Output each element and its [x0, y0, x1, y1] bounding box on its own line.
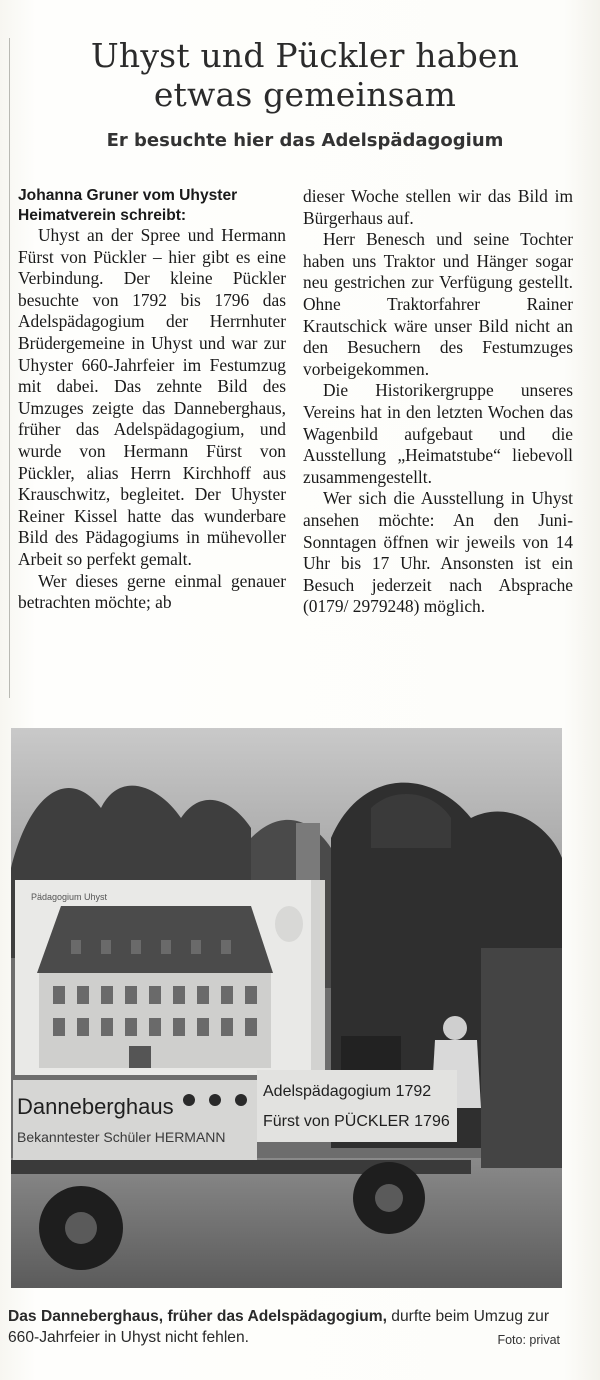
- photo-caption: [8, 1306, 564, 1348]
- sign-right-subtitle: Fürst von PÜCKLER 1796: [263, 1113, 450, 1130]
- subheadline: Er besuchte hier das Adelspädagogium: [106, 130, 504, 151]
- article-paragraph: Die Historikergruppe unseres Vereins hat in den letzten Wochen das Wagenbild aufgebaut und die Ausstellung „Heimatstube“ liebevoll zusammengestellt.: [303, 380, 573, 487]
- column-rule: [9, 38, 10, 698]
- photo-credit: Foto: privat: [497, 1333, 560, 1347]
- sign-right-title: Adelspädagogium 1792: [263, 1083, 432, 1100]
- article-paragraph: Wer dieses gerne einmal genauer betrachten möchte; ab: [18, 570, 286, 613]
- board-header: Pädagogium Uhyst: [31, 892, 108, 902]
- parade-float-photo: [11, 728, 562, 1288]
- article-column-left: [18, 186, 286, 614]
- article-paragraph: Uhyst an der Spree und Hermann Fürst von Pückler – hier gibt es eine Verbindung. Der kleine Pückler besuchte von 1792 bis 1796 das Adelspädagogium der Herrnhuter Brüdergemeine in Uhyst und war zur Uhyster 660-Jahrfeier im Festumzug mit dabei. Das zehnte Bild des Umzuges zeigte das Danneberghaus, früher das Adelspädagogium, und wurde von Hermann Fürst von Pückler, alias Herrn Kirchhoff aus Krauschwitz, begleitet. Der Uhyster Reiner Kissel hatte das wunderbare Bild des Pädagogiums in mühevoller Arbeit so perfekt gemalt.: [18, 225, 286, 569]
- caption-bold: Das Danneberghaus, früher das Adelspädagogium,: [8, 1308, 387, 1325]
- article-paragraph: dieser Woche stellen wir das Bild im Bürgerhaus auf.: [303, 186, 573, 228]
- headline-line-1: Uhyst und Pückler haben: [90, 36, 520, 75]
- headline-line-2: etwas gemeinsam: [153, 75, 457, 114]
- sign-left-title: Danneberghaus: [17, 1094, 174, 1119]
- byline: Johanna Gruner vom Uhyster Heimatverein schreibt:: [18, 187, 238, 224]
- article-paragraph: Herr Benesch und seine Tochter haben uns Traktor und Hänger sogar neu gestrichen zur Verfügung gestellt. Ohne Traktorfahrer Rainer Krautschick wäre unser Bild nicht an den Besuchern des Festumzuges vorbeigekommen.: [303, 229, 573, 379]
- shamrock-icons: [183, 1094, 247, 1106]
- caption-text: durfte beim Umzug zur 660-Jahrfeier in Uhyst nicht fehlen.: [8, 1308, 550, 1346]
- article-column-right: [303, 186, 573, 618]
- headline: [20, 36, 590, 114]
- sign-left-subtitle: Bekanntester Schüler HERMANN: [17, 1129, 226, 1145]
- article-paragraph: Wer sich die Ausstellung in Uhyst ansehen möchte: An den Juni-Sonntagen öffnen wir jeweils von 14 Uhr bis 17 Uhr. Ansonsten ist ein Besuch jederzeit nach Absprache (0179/ 2979248) möglich.: [303, 488, 573, 617]
